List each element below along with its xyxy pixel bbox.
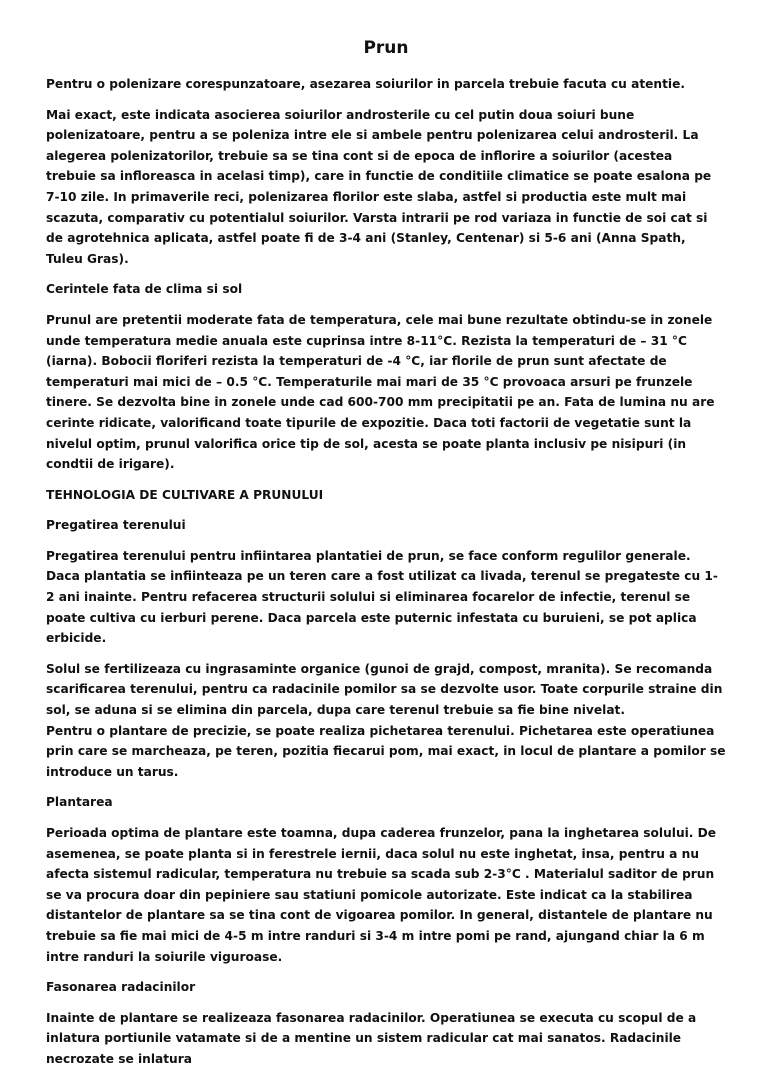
paragraph-fertilization: Solul se fertilizeaza cu ingrasaminte organice (gunoi de grajd, compost, mranita). Se recomanda scarificarea terenului, pentru ca radacinile pomilor sa se dezvolte usor. Toate corpurile straine din sol, se aduna si se elimina din parcela, dupa care terenul trebuie sa fie bine nivelat. <box>46 661 723 718</box>
document-page <box>46 30 726 1080</box>
paragraph-pollination: Mai exact, este indicata asocierea soiurilor androsterile cu cel putin doua soiuri bune polenizatoare, pentru a se poleniza intre ele si ambele pentru polenizarea celui androsteril. La alegerea polenizatorilor, trebuie sa se tina cont si de epoca de inflorire a soiurilor (acestea trebuie sa infloreasca in acelasi timp), care in functie de conditiile climatice se poate esalona pe 7-10 zile. In primaverile reci, polenizarea florilor este slaba, astfel si productia este mult mai scazuta, comparativ cu potentialul soiurilor. Varsta intrarii pe rod variaza in functie de soi cat si de agrotehnica aplicata, astfel poate fi de 3-4 ani (Stanley, Centenar) si 5-6 ani (Anna Spath, Tuleu Gras). <box>46 107 712 266</box>
heading-cultivation-technology: TEHNOLOGIA DE CULTIVARE A PRUNULUI <box>46 487 324 502</box>
paragraph-climate: Prunul are pretentii moderate fata de temperatura, cele mai bune rezultate obtindu-se in zonele unde temperatura medie anuala este cuprinsa intre 8-11°C. Rezista la temperaturi de – 31 °C (iarna). Bobocii floriferi rezista la temperaturi de -4 °C, iar florile de prun sunt afectate de temperaturi mai mici de – 0.5 °C. Temperaturile mai mari de 35 °C provoaca arsuri pe frunzele tinere. Se dezvolta bine in zonele unde cad 600-700 mm precipitatii pe an. Fata de lumina nu are cerinte ridicate, valorificand toate tipurile de expozitie. Daca toti factorii de vegetatie sunt la nivelul optim, prunul valorifica orice tip de sol, acesta se poate planta inclusiv pe nisipuri (in condtii de irigare). <box>46 312 715 472</box>
heading-land-preparation: Pregatirea terenului <box>46 518 186 533</box>
paragraph-land-preparation: Pregatirea terenului pentru infiintarea plantatiei de prun, se face conform regulilor generale. Daca plantatia se infiinteaza pe un teren care a fost utilizat ca livada, terenul se pregateste cu 1-2 ani inainte. Pentru refacerea structurii solului si eliminarea focarelor de infectie, terenul se poate cultiva cu ierburi perene. Daca parcela este puternic infestata cu buruieni, se pot aplica erbicide. <box>46 548 718 646</box>
paragraph-staking: Pentru o plantare de precizie, se poate realiza pichetarea terenului. Pichetarea este operatiunea prin care se marcheaza, pe teren, pozitia fiecarui pom, mai exact, in locul de plantare a pomilor se introduce un tarus. <box>46 723 726 779</box>
heading-climate-soil: Cerintele fata de clima si sol <box>46 282 243 297</box>
paragraph-intro: Pentru o polenizare corespunzatoare, asezarea soiurilor in parcela trebuie facuta cu atentie. <box>46 77 685 91</box>
paragraph-root-trimming: Inainte de plantare se realizeaza fasonarea radacinilor. Operatiunea se executa cu scopul de a inlatura portiunile vatamate si de a mentine un sistem radicular cat mai sanatos. Radacinile necrozate se inlatura <box>46 1010 697 1066</box>
paragraph-planting: Perioada optima de plantare este toamna, dupa caderea frunzelor, pana la inghetarea solului. De asemenea, se poate planta si in ferestrele iernii, daca solul nu este inghetat, insa, pentru a nu afecta sistemul radicular, temperatura nu trebuie sa scada sub 2-3°C . Materialul saditor de prun se va procura doar din pepiniere sau statiuni pomicole autorizate. Este indicat ca la stabilirea distantelor de plantare sa se tina cont de vigoarea pomilor. In general, distantele de plantare nu trebuie sa fie mai mici de 4-5 m intre randuri si 3-4 m intre pomi pe rand, ajungand chiar la 6 m intre randuri la soiurile viguroase. <box>46 826 717 964</box>
heading-planting: Plantarea <box>46 795 113 810</box>
page-title: Prun <box>363 38 409 58</box>
heading-root-trimming: Fasonarea radacinilor <box>46 980 196 995</box>
